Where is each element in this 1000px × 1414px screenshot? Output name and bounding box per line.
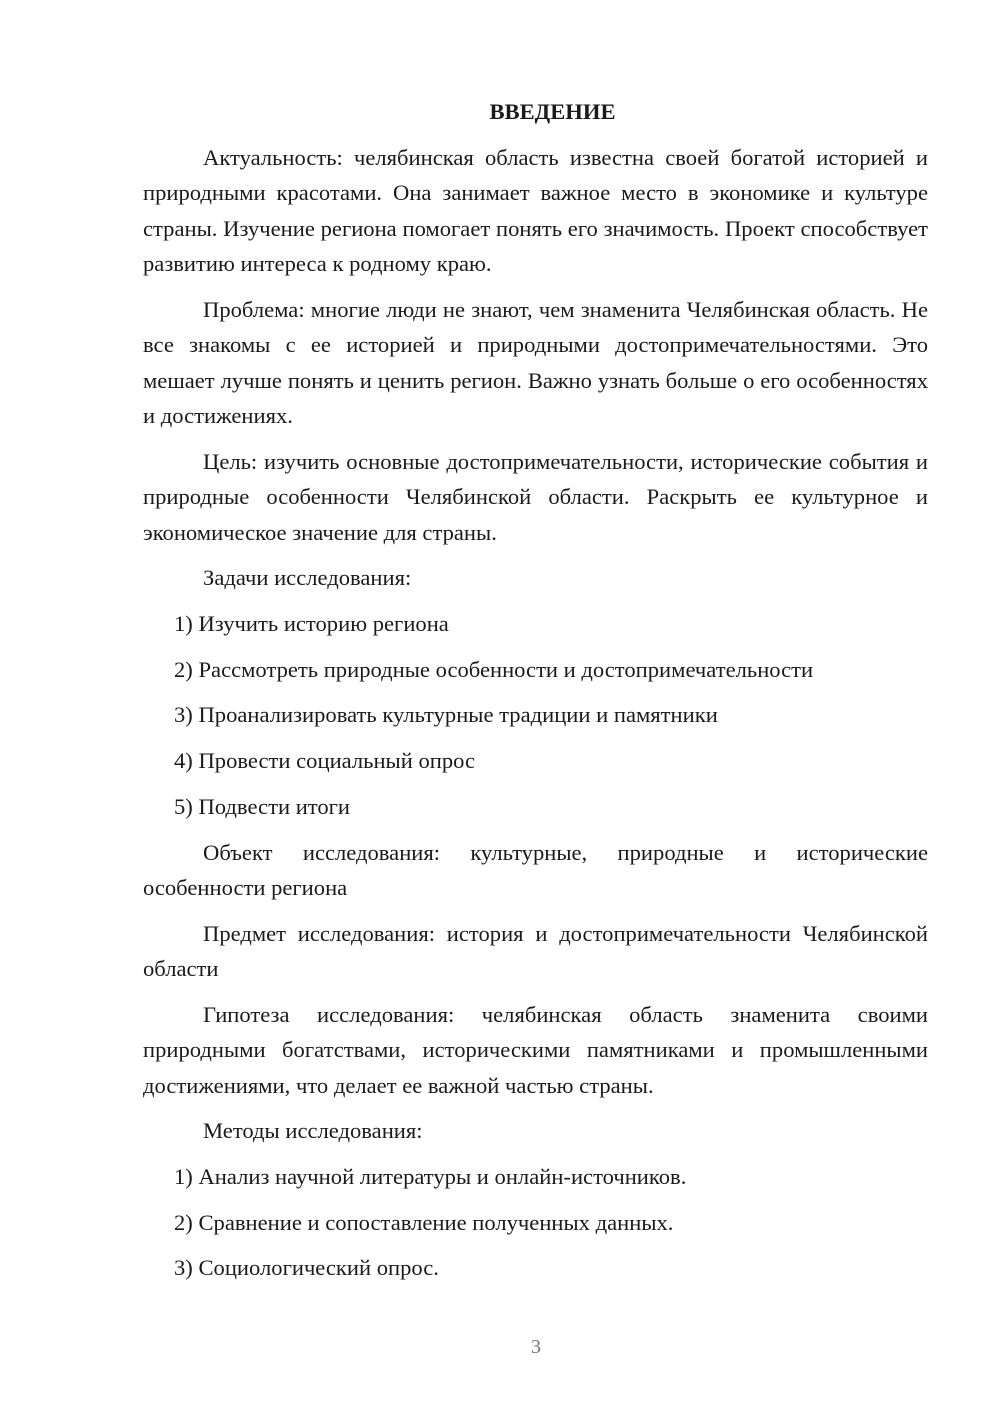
methods-heading: Методы исследования: xyxy=(203,1118,423,1144)
list-item: 1) Анализ научной литературы и онлайн-источников. xyxy=(174,1164,687,1190)
list-item: 1) Изучить историю региона xyxy=(174,611,449,637)
methods-list xyxy=(143,1159,928,1286)
list-item: 3) Социологический опрос. xyxy=(174,1255,439,1281)
problem-paragraph: Проблема: многие люди не знают, чем знаменита Челябинская область. Не все знакомы с ее историей и природными достопримечательностями. Это мешает лучше понять и ценить регион. Важно узнать больше о его особенностях и достижениях. xyxy=(143,296,928,429)
page-content xyxy=(143,95,928,1296)
list-item: 2) Рассмотреть природные особенности и достопримечательности xyxy=(174,656,814,682)
object-paragraph: Объект исследования: культурные, природные и исторические особенности региона xyxy=(143,839,928,900)
page-title: ВВЕДЕНИЕ xyxy=(489,99,616,124)
page-number: 3 xyxy=(531,1336,541,1358)
list-item: 5) Подвести итоги xyxy=(174,793,351,819)
list-item: 2) Сравнение и сопоставление полученных данных. xyxy=(174,1209,674,1235)
tasks-list xyxy=(143,606,928,824)
tasks-heading: Задачи исследования: xyxy=(203,565,412,591)
list-item: 4) Провести социальный опрос xyxy=(174,748,476,774)
goal-paragraph: Цель: изучить основные достопримечательности, исторические события и природные особенности Челябинской области. Раскрыть ее культурное и экономическое значение для страны. xyxy=(143,448,928,545)
list-item: 3) Проанализировать культурные традиции и памятники xyxy=(174,702,718,728)
relevance-paragraph: Актуальность: челябинская область известна своей богатой историей и природными красотами. Она занимает важное место в экономике и культуре страны. Изучение региона помогает понять его значимость. Проект способствует развитию интереса к родному краю. xyxy=(143,145,928,277)
hypothesis-paragraph: Гипотеза исследования: челябинская область знаменита своими природными богатствами, историческими памятниками и промышленными достижениями, что делает ее важной частью страны. xyxy=(143,1001,928,1098)
subject-paragraph: Предмет исследования: история и достопримечательности Челябинской области xyxy=(143,920,928,982)
